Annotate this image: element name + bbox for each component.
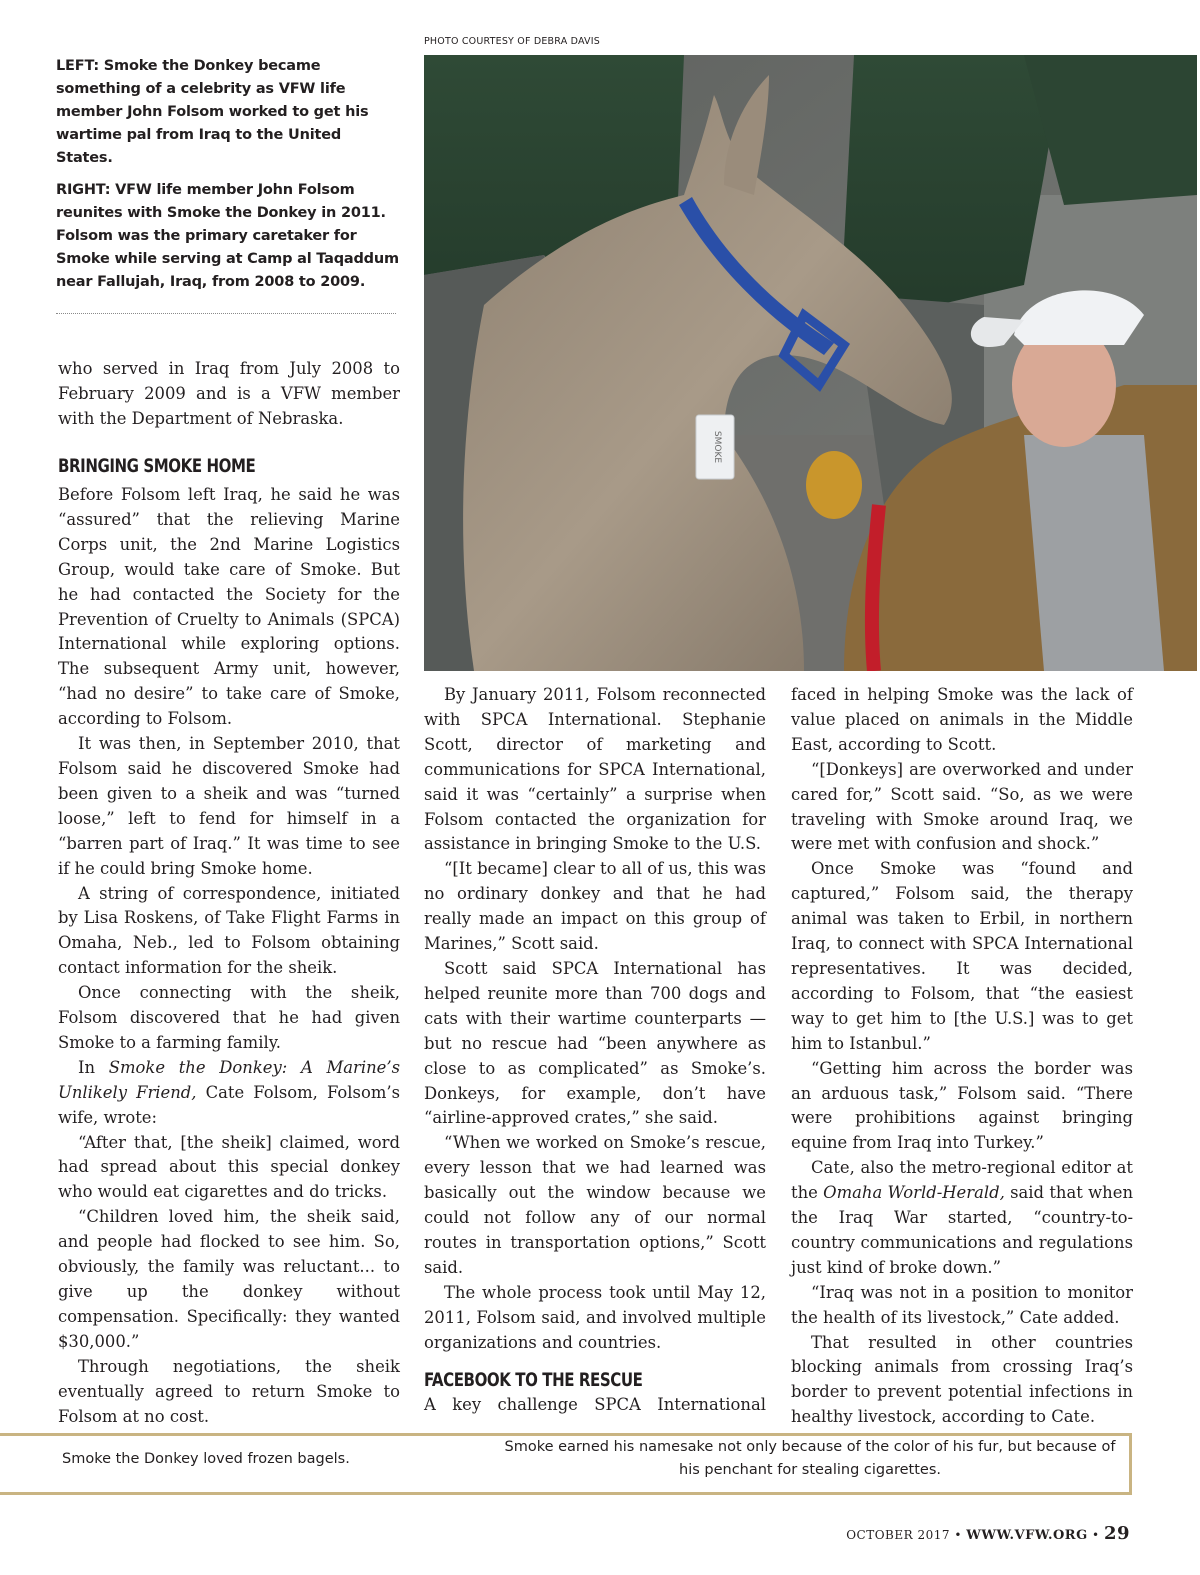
col1-paragraph: Once connecting with the sheik, Folsom discovered that he had given Smoke to a farming family. <box>58 983 400 1052</box>
caption-divider <box>56 313 396 314</box>
footer-website: WWW.VFW.ORG <box>966 1528 1088 1543</box>
col3-paragraph-newspaper <box>791 1156 1133 1281</box>
column-3 <box>791 683 1133 1430</box>
book-title: Smoke the Donkey: A Marine’s Unlikely Friend, <box>58 1057 401 1102</box>
col3-paragraph: “Getting him across the border was an arduous task,” Folsom said. “There were prohibitions against bringing equine from Iraq into Turkey.” <box>791 1058 1133 1153</box>
col2-paragraph: “[It became] clear to all of us, this was no ordinary donkey and that he had really made an impact on this group of Marines,” Scott said. <box>424 859 766 954</box>
page-footer <box>846 1523 1130 1544</box>
col1-p5-pre: In <box>78 1057 109 1077</box>
col2-paragraph: “When we worked on Smoke’s rescue, every lesson that we had learned was basically out the window because we could not follow any of our normal routes in transportation options,” Scott said. <box>424 1133 766 1277</box>
donkey-tag-text: SMOKE <box>712 430 722 464</box>
col1-p5-post: Cate Folsom, Folsom’s wife, wrote: <box>58 1082 400 1127</box>
col1-paragraph: Before Folsom left Iraq, he said he was “assured” that the relieving Marine Corps unit, the 2nd Marine Logistics Group, would take care of Smoke. But he had contacted the Society for the Prevention of Cruelty to Animals (SPCA) International while exploring options. The subsequent Army unit, however, “had no desire” to take care of Smoke, according to Folsom. <box>58 485 400 729</box>
column-1-intro <box>58 357 400 432</box>
col3-paragraph: “[Donkeys] are overworked and under cared for,” Scott said. “So, as we were traveling with Smoke around Iraq, we were met with confusion and shock.” <box>791 759 1133 854</box>
footer-date: OCTOBER 2017 <box>846 1528 951 1542</box>
subhead-facebook-to-the-rescue: FACEBOOK TO THE RESCUE <box>424 1369 643 1392</box>
col1-paragraph: “After that, [the sheik] claimed, word had spread about this special donkey who would eat cigarettes and do tricks. <box>58 1132 400 1202</box>
col1-paragraph-book-citation <box>58 1056 400 1131</box>
page-number: 29 <box>1103 1523 1130 1544</box>
col3-p5-pre: Cate, also the metro-regional editor at the <box>791 1158 1133 1203</box>
column-2 <box>424 683 766 1418</box>
photo-credit: PHOTO COURTESY OF DEBRA DAVIS <box>424 36 600 47</box>
subhead-bringing-smoke-home: BRINGING SMOKE HOME <box>58 455 256 477</box>
donkey-photo <box>424 55 1197 671</box>
footer-separator: • <box>954 1528 962 1542</box>
newspaper-title: Omaha World-Herald, <box>823 1183 1005 1203</box>
bottom-caption-left: Smoke the Donkey loved frozen bagels. <box>62 1451 350 1467</box>
bottom-caption-right: Smoke earned his namesake not only because of the color of his fur, but because of his penchant for stealing cigarettes. <box>504 1439 1116 1478</box>
col3-paragraph: faced in helping Smoke was the lack of value placed on animals in the Middle East, according to Scott. <box>791 685 1133 754</box>
column-1 <box>58 483 400 1429</box>
col1-paragraph: A string of correspondence, initiated by Lisa Roskens, of Take Flight Farms in Omaha, Neb., led to Folsom obtaining contact information for the sheik. <box>58 883 400 978</box>
col1-paragraph: It was then, in September 2010, that Folsom said he discovered Smoke had been given to a sheik and was “turned loose,” left to fend for himself in a “barren part of Iraq.” It was time to see if he could bring Smoke home. <box>58 734 400 878</box>
col3-paragraph: “Iraq was not in a position to monitor the health of its livestock,” Cate added. <box>791 1282 1133 1327</box>
col2-paragraph: The whole process took until May 12, 2011, Folsom said, and involved multiple organizations and countries. <box>424 1282 766 1352</box>
col3-p5-post: said that when the Iraq War started, “country-to-country communications and regulations just kind of broke down.” <box>791 1183 1133 1277</box>
col2-paragraph: A key challenge SPCA International <box>424 1395 766 1415</box>
col1-paragraph: “Children loved him, the sheik said, and people had flocked to see him. So, obviously, the family was reluctant... to give up the donkey without compensation. Specifically: they wanted $30,000.” <box>58 1207 400 1351</box>
col2-paragraph: By January 2011, Folsom reconnected with SPCA International. Stephanie Scott, director of marketing and communications for SPCA International, said it was “certainly” a surprise when Folsom contacted the organization for assistance in bringing Smoke to the U.S. <box>424 685 766 854</box>
col1-paragraph: Through negotiations, the sheik eventually agreed to return Smoke to Folsom at no cost. <box>58 1356 400 1426</box>
footer-separator: • <box>1092 1528 1100 1542</box>
col3-paragraph: Once Smoke was “found and captured,” Folsom said, the therapy animal was taken to Erbil, in northern Iraq, to connect with SPCA International representatives. It was decided, according to Folsom, that “the easiest way to get him to [the U.S.] was to get him to Istanbul.” <box>791 859 1133 1053</box>
caption-right: RIGHT: VFW life member John Folsom reunites with Smoke the Donkey in 2011. Folsom was the primary caretaker for Smoke while serving at Camp al Taqaddum near Fallujah, Iraq, from 2008 to 2009. <box>56 182 399 290</box>
col1-intro-paragraph: who served in Iraq from July 2008 to February 2009 and is a VFW member with the Department of Nebraska. <box>58 359 400 428</box>
col3-paragraph: That resulted in other countries blocking animals from crossing Iraq’s border to prevent potential infections in healthy livestock, according to Cate. <box>791 1332 1133 1427</box>
col2-paragraph: Scott said SPCA International has helped reunite more than 700 dogs and cats with their wartime counterparts — but no rescue had “been anywhere as close to as complicated” as Smoke’s. Donkeys, for example, don’t have “airline-approved crates,” she said. <box>424 958 766 1128</box>
caption-left: LEFT: Smoke the Donkey became something of a celebrity as VFW life member John Folsom worked to get his wartime pal from Iraq to the United States. <box>56 58 369 166</box>
